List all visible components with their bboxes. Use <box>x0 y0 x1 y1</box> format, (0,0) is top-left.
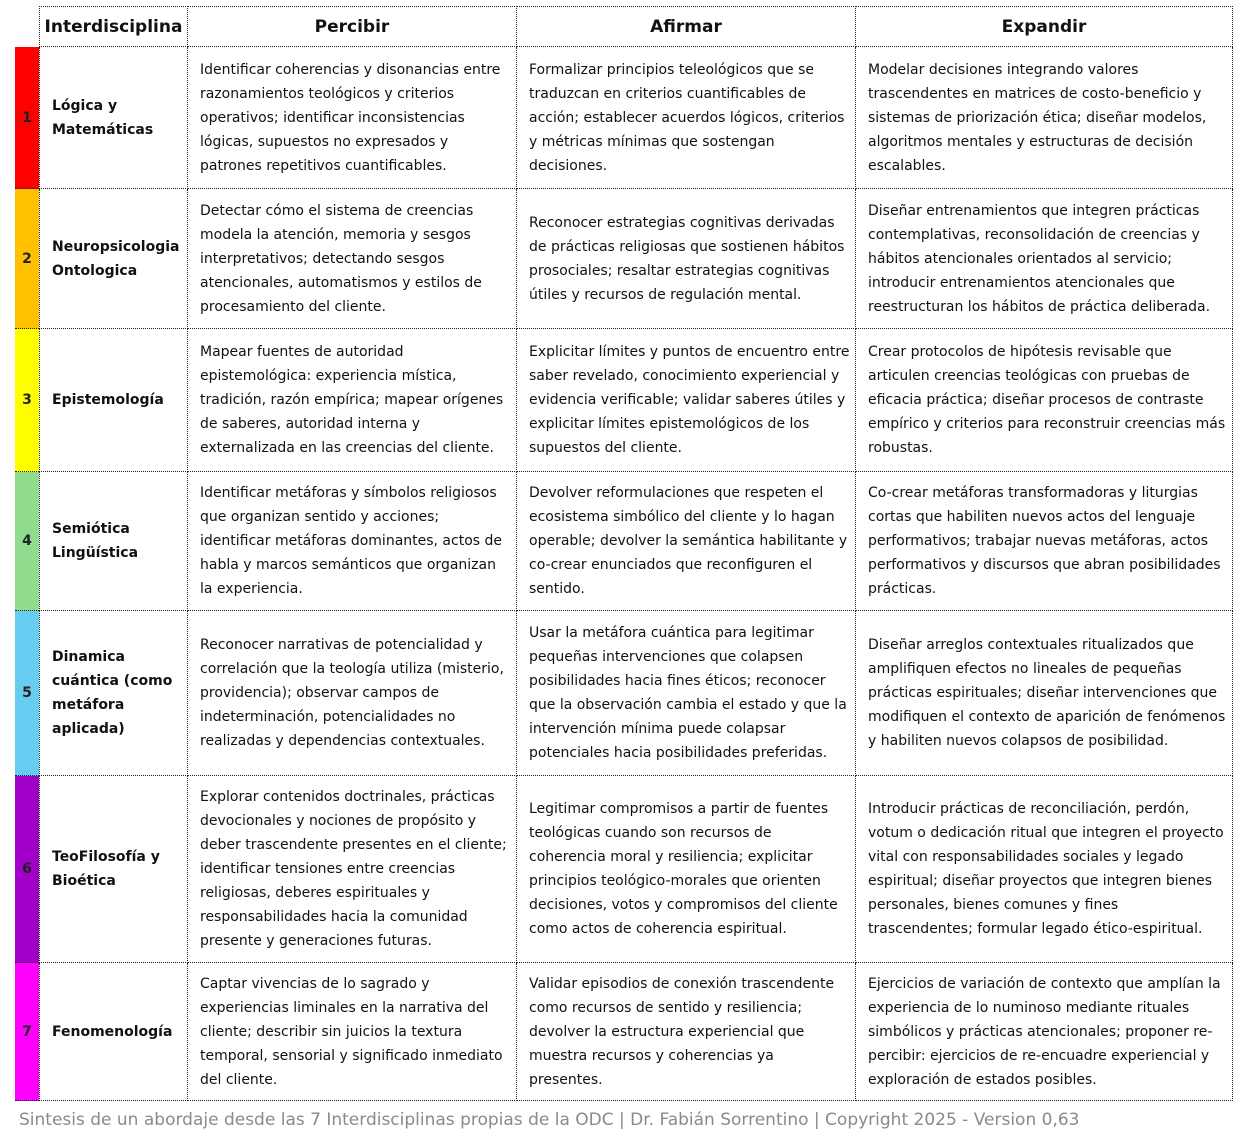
row-number: 6 <box>22 861 32 877</box>
row-3-perceive <box>188 329 517 472</box>
row-3-number <box>15 329 39 472</box>
expand-text: Diseñar arreglos contextuales ritualizados que amplifiquen efectos no lineales de pequeñas prácticas espirituales; diseñar intervenciones que modifiquen el contexto de aparición de fenómenos y habiliten nuevos colapsos de posibilidad. <box>868 637 1226 749</box>
row-6-expand <box>856 776 1233 963</box>
perceive-text: Detectar cómo el sistema de creencias modela la atención, memoria y sesgos interpretativos; detectando sesgos atencionales, automatismos y estilos de procesamiento del cliente. <box>200 202 482 315</box>
affirm-text: Validar episodios de conexión trascendente como recursos de sentido y resiliencia; devolver la estructura experiencial que muestra recursos y coherencias ya presentes. <box>529 975 835 1088</box>
expand-text: Crear protocolos de hipótesis revisable que articulen creencias teológicas con pruebas de eficacia práctica; diseñar procesos de contraste empírico y criterios para reconstruir creencias más robustas. <box>868 344 1226 456</box>
row-2-number <box>15 189 39 329</box>
row-1-number <box>15 47 39 189</box>
perceive-text: Captar vivencias de lo sagrado y experiencias liminales en la narrativa del cliente; describir sin juicios la textura temporal, sensorial y significado inmediato del cliente. <box>200 975 503 1088</box>
perceive-text: Mapear fuentes de autoridad epistemológica: experiencia mística, tradición, razón empírica; mapear orígenes de saberes, autoridad interna y externalizada en las creencias del cliente. <box>200 344 504 456</box>
expand-text: Co-crear metáforas transformadoras y liturgias cortas que habiliten nuevos actos del lenguaje performativos; trabajar nuevas metáforas, actos performativos y discursos que abran posibilidades prácticas. <box>868 485 1221 597</box>
row-5-number <box>15 611 39 776</box>
discipline-label: Lógica y Matemáticas <box>52 97 154 138</box>
header-discipline-label: Interdisciplina <box>44 16 183 37</box>
expand-text: Ejercicios de variación de contexto que amplían la experiencia de lo numinoso mediante rituales simbólicos y prácticas atencionales; proponer re-percibir: ejercicios de re-encuadre experiencial y exploración de estados posibles. <box>868 975 1221 1088</box>
row-6-discipline <box>39 776 188 963</box>
row-4-expand <box>856 472 1233 611</box>
row-2-expand <box>856 189 1233 329</box>
row-1-perceive <box>188 47 517 189</box>
row-1-discipline <box>39 47 188 189</box>
row-number: 5 <box>22 685 32 701</box>
row-4-perceive <box>188 472 517 611</box>
row-3-affirm <box>517 329 856 472</box>
row-7-expand <box>856 963 1233 1101</box>
row-2-affirm <box>517 189 856 329</box>
discipline-label: TeoFilosofía y Bioética <box>52 849 160 889</box>
row-4-discipline <box>39 472 188 611</box>
perceive-text: Reconocer narrativas de potencialidad y correlación que la teología utiliza (misterio, providencia); observar campos de indeterminación, potencialidades no realizadas y dependencias contextuales. <box>200 637 504 749</box>
header-expand <box>856 6 1233 47</box>
row-7-number <box>15 963 39 1101</box>
perceive-text: Explorar contenidos doctrinales, prácticas devocionales y nociones de propósito y deber trascendente presentes en el cliente; identificar tensiones entre creencias religiosas, deberes espirituales y responsabilidades hacia la comunidad presente y generaciones futuras. <box>200 789 507 949</box>
row-5-affirm <box>517 611 856 776</box>
row-4-affirm <box>517 472 856 611</box>
row-5-expand <box>856 611 1233 776</box>
affirm-text: Formalizar principios teleológicos que se traduzcan en criterios cuantificables de acción; establecer acuerdos lógicos, criterios y métricas mínimas que sostengan decisiones. <box>529 61 845 174</box>
affirm-text: Devolver reformulaciones que respeten el ecosistema simbólico del cliente y lo hagan operable; devolver la semántica habilitante y co-crear enunciados que reconfiguren el sentido. <box>529 485 848 597</box>
expand-text: Introducir prácticas de reconciliación, perdón, votum o dedicación ritual que integren el proyecto vital con responsabilidades sociales y legado espiritual; diseñar proyectos que integren bienes personales, bienes comunes y fines trascendentes; formular legado ético-espiritual. <box>868 801 1224 937</box>
header-perceive-label: Percibir <box>314 16 390 37</box>
interdisciplines-table <box>15 6 1233 1101</box>
affirm-text: Reconocer estrategias cognitivas derivadas de prácticas religiosas que sostienen hábitos prosociales; resaltar estrategias cognitivas útiles y recursos de regulación mental. <box>529 214 845 303</box>
footer-caption: Sintesis de un abordaje desde las 7 Interdisciplinas propias de la ODC | Dr. Fabián Sorrentino | Copyright 2025 - Version 0,63 <box>19 1110 1080 1130</box>
row-1-affirm <box>517 47 856 189</box>
discipline-label: Fenomenología <box>52 1023 173 1040</box>
row-number: 2 <box>22 250 32 267</box>
row-6-number <box>15 776 39 963</box>
header-affirm <box>517 6 856 47</box>
row-7-affirm <box>517 963 856 1101</box>
header-affirm-label: Afirmar <box>650 16 722 37</box>
discipline-label: Dinamica cuántica (como metáfora aplicada) <box>52 649 173 737</box>
row-6-perceive <box>188 776 517 963</box>
row-6-affirm <box>517 776 856 963</box>
discipline-label: Neuropsicologia Ontologica <box>52 238 180 279</box>
row-2-perceive <box>188 189 517 329</box>
expand-text: Modelar decisiones integrando valores trascendentes en matrices de costo-beneficio y sistemas de priorización ética; diseñar modelos, algoritmos mentales y estructuras de decisión escalables. <box>868 61 1207 174</box>
row-4-number <box>15 472 39 611</box>
row-7-discipline <box>39 963 188 1101</box>
row-3-discipline <box>39 329 188 472</box>
row-number: 3 <box>22 392 32 408</box>
header-discipline <box>39 6 188 47</box>
perceive-text: Identificar coherencias y disonancias entre razonamientos teológicos y criterios operativos; identificar inconsistencias lógicas, supuestos no expresados y patrones repetitivos cuantificables. <box>200 61 501 174</box>
row-3-expand <box>856 329 1233 472</box>
row-number: 1 <box>22 109 32 126</box>
perceive-text: Identificar metáforas y símbolos religiosos que organizan sentido y acciones; identificar metáforas dominantes, actos de habla y marcos semánticos que organizan la experiencia. <box>200 485 503 597</box>
row-5-perceive <box>188 611 517 776</box>
row-1-expand <box>856 47 1233 189</box>
row-7-perceive <box>188 963 517 1101</box>
discipline-label: Semiótica Lingüística <box>52 521 139 561</box>
row-2-discipline <box>39 189 188 329</box>
affirm-text: Explicitar límites y puntos de encuentro entre saber revelado, conocimiento experiencial y evidencia verificable; validar saberes útiles y explicitar límites epistemológicos de los supuestos del cliente. <box>529 344 850 456</box>
affirm-text: Usar la metáfora cuántica para legitimar pequeñas intervenciones que colapsen posibilidades hacia fines éticos; reconocer que la observación cambia el estado y que la intervención mínima puede colapsar potenciales hacia posibilidades preferidas. <box>529 625 847 761</box>
header-expand-label: Expandir <box>1001 16 1087 37</box>
discipline-label: Epistemología <box>52 392 164 408</box>
row-number: 7 <box>22 1023 32 1040</box>
header-perceive <box>188 6 517 47</box>
row-number: 4 <box>22 533 32 549</box>
row-5-discipline <box>39 611 188 776</box>
affirm-text: Legitimar compromisos a partir de fuentes teológicas cuando son recursos de coherencia moral y resiliencia; explicitar principios teológico-morales que orienten decisiones, votos y compromisos del cliente como actos de coherencia espiritual. <box>529 801 838 937</box>
expand-text: Diseñar entrenamientos que integren prácticas contemplativas, reconsolidación de creencias y hábitos atencionales orientados al servicio; introducir entrenamientos atencionales que reestructuran los hábitos de práctica deliberada. <box>868 202 1211 315</box>
